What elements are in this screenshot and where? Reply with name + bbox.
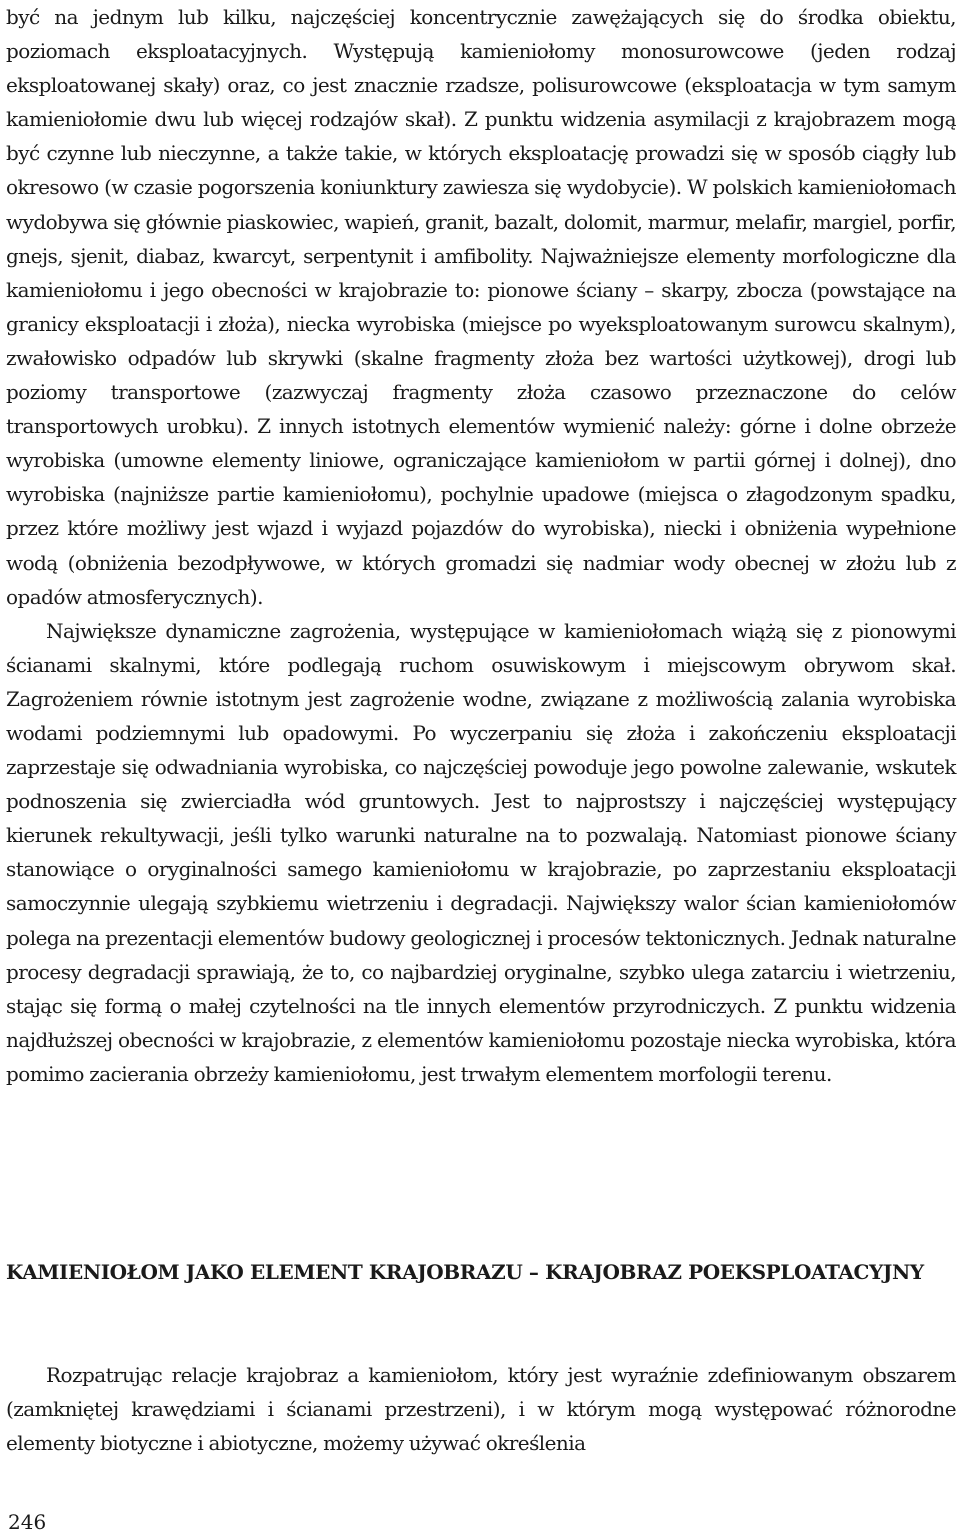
section-heading: KAMIENIOŁOM JAKO ELEMENT KRAJOBRAZU – KRAJOBRAZ POEKSPLOATACYJNY [6,1260,924,1284]
paragraph-2: Największe dynamiczne zagrożenia, występujące w kamieniołomach wiążą się z pionowymi ścianami skalnymi, które podlegają ruchom osuwiskowym i miejscowym obrywom skał. Zagrożeniem równie istotnym jest zagrożenie wodne, związane z możliwością zalania wyrobiska wodami podziemnymi lub opadowymi. Po wyczerpaniu się złoża i zakończeniu eksploatacji zaprzestaje się odwadniania wyrobiska, co najczęściej powoduje jego powolne zalewanie, wskutek podnoszenia się zwierciadła wód gruntowych. Jest to najprostszy i najczęściej występujący kierunek rekultywacji, jeśli tylko warunki naturalne na to pozwalają. Natomiast pionowe ściany stanowiące o oryginalności samego kamieniołomu w krajobrazie, po zaprzestaniu eksploatacji samoczynnie ulegają szybkiemu wietrzeniu i degradacji. Największy walor ścian kamieniołomów polega na prezentacji elementów budowy geologicznej i procesów tektonicznych. Jednak naturalne procesy degradacji sprawiają, że to, co najbardziej oryginalne, szybko ulega zatarciu i wietrzeniu, stając się formą o małej czytelności na tle innych elementów przyrodniczych. Z punktu widzenia najdłuższej obecności w krajobrazie, z elementów kamieniołomu pozostaje niecka wyrobiska, która pomimo zacierania obrzeży kamieniołomu, jest trwałym elementem morfologii terenu. [6,618,956,1086]
paragraph-3: Rozpatrując relacje krajobraz a kamieniołom, który jest wyraźnie zdefiniowanym obszarem (zamkniętej krawędziami i ścianami przestrzeni), i w którym mogą występować różnorodne elementy biotyczne i abiotyczne, możemy używać określenia [6,1363,956,1456]
section-body [6,1358,956,1460]
paragraph-1: być na jednym lub kilku, najczęściej koncentrycznie zawężających się do środka obiektu, poziomach eksploatacyjnych. Występują kamieniołomy monosurowcowe (jeden rodzaj eksploatowanej skały) oraz, co jest znacznie rzadsze, polisurowcowe (eksploatacja w tym samym kamieniołomie dwu lub więcej rodzajów skał). Z punktu widzenia asymilacji z krajobrazem mogą być czynne lub nieczynne, a także takie, w których eksploatację prowadzi się w sposób ciągły lub okresowo (w czasie pogorszenia koniunktury zawiesza się wydobycie). W polskich kamieniołomach wydobywa się głównie piaskowiec, wapień, granit, bazalt, dolomit, marmur, melafir, margiel, porfir, gnejs, sjenit, diabaz, kwarcyt, serpentynit i amfibolity. Najważniejsze elementy morfologiczne dla kamieniołomu i jego obecności w krajobrazie to: pionowe ściany – skarpy, zbocza (powstające na granicy eksploatacji i złoża), niecka wyrobiska (miejsce po wyeksploatowanym surowcu skalnym), zwałowisko odpadów lub skrywki (skalne fragmenty złoża bez wartości użytkowej), drogi lub poziomy transportowe (zazwyczaj fragmenty złoża czasowo przeznaczone do celów transportowych urobku). Z innych istotnych elementów wymienić należy: górne i dolne obrzeże wyrobiska (umowne elementy liniowe, ograniczające kamieniołom w partii górnej i dolnej), dno wyrobiska (najniższe partie kamieniołomu), pochylnie upadowe (miejsca o złagodzonym spadku, przez które możliwy jest wjazd i wyjazd pojazdów do wyrobiska), niecki i obniżenia wypełnione wodą (obniżenia bezodpływowe, w których gromadzi się nadmiar wody obecnej w złożu lub z opadów atmosferycznych). [6,5,957,609]
page-body [6,0,956,1091]
page-number: 246 [8,1510,47,1534]
